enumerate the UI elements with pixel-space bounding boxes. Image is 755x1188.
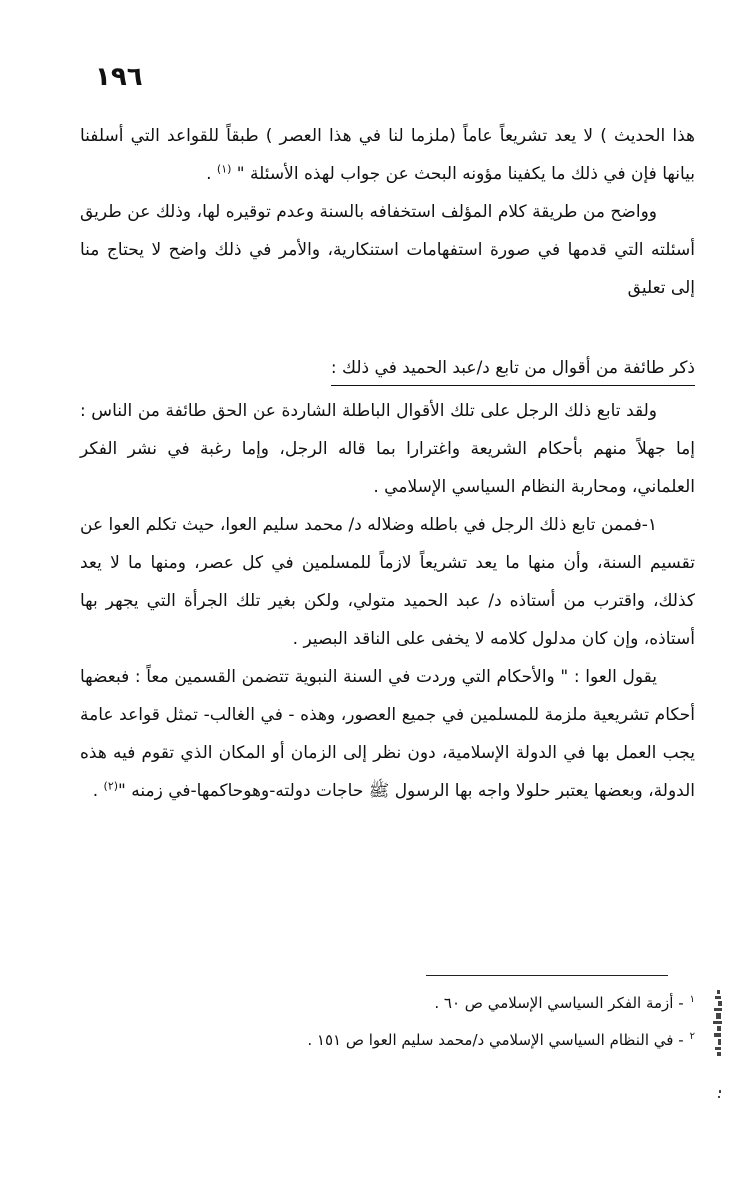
footnote-number: ٢ — [689, 1031, 695, 1042]
paragraph-awa-quote — [80, 658, 695, 810]
paragraph-end: . — [92, 781, 104, 801]
paragraph-text: يقول العوا : " والأحكام التي وردت في السنة النبوية تتضمن القسمين معاً : فبعضها أحكام تشريعية ملزمة للمسلمين في جميع العصور، وهذه - في الغالب- تمثل قواعد عامة يجب العمل بها في الدولة الإسلامية، دون نظر إلى الزمان أو المكان الذي تقوم فيه هذه الدولة، وبعضها يعتبر حلولا واجه بها الرسول ﷺ حاجات دولته-وهوحاكمها-في زمنه " — [80, 667, 695, 801]
paragraph-end: . — [206, 164, 217, 184]
paragraph-awa: ١-فممن تابع ذلك الرجل في باطله وضلاله د/ محمد سليم العوا، حيث تكلم العوا عن تقسيم السنة، وأن منها ما يعد تشريعاً لازماً للمسلمين في كل عصر، ومنها ما لا يعد كذلك، واقترب من أستاذه د/ عبد الحميد متولي، ولكن بغير تلك الجرأة التي يجهر بها أستاذه، وإن كان مدلول كلامه لا يخفى على الناقد البصير . — [80, 515, 695, 649]
footnote-number: ١ — [689, 994, 695, 1005]
scan-edge-mark-icon — [708, 990, 728, 1100]
page-number: ١٩٦ — [95, 62, 143, 92]
paragraph-commentary: وواضح من طريقة كلام المؤلف استخفافه بالسنة وعدم توقيره لها، وذلك عن طريق أسئلته التي قدمها في صورة استفهامات استنكارية، والأمر في ذلك واضح لا يحتاج منا إلى تعليق — [80, 202, 695, 298]
footnote-divider — [426, 975, 668, 976]
footnotes — [135, 983, 695, 1057]
footnote-text: - في النظام السياسي الإسلامي د/محمد سليم العوا ص ١٥١ . — [307, 1031, 684, 1049]
paragraph-followers: ولقد تابع ذلك الرجل على تلك الأقوال الباطلة الشاردة عن الحق طائفة من الناس : إما جهلاً منهم بأحكام الشريعة واغترارا بما قاله الرجل، وإما رغبة في نشر الفكر العلماني، ومحاربة النظام السياسي الإسلامي . — [80, 401, 695, 497]
section-heading: ذكر طائفة من أقوال من تابع د/عبد الحميد في ذلك : — [331, 353, 695, 386]
body-block-1 — [80, 117, 695, 307]
footnote-ref-2: (٢) — [103, 779, 119, 793]
paragraph-quote-end — [80, 117, 695, 193]
footnote-item — [135, 1020, 695, 1057]
body-block-2 — [80, 392, 695, 810]
footnote-ref-1: (١) — [216, 162, 232, 176]
footnote-item — [135, 983, 695, 1020]
paragraph-text: هذا الحديث ) لا يعد تشريعاً عاماً (ملزما لنا في هذا العصر ) طبقاً للقواعد التي أسلفنا بيانها فإن في ذلك ما يكفينا مؤونه البحث عن جواب لهذه الأسئلة " — [80, 126, 695, 184]
footnote-text: - أزمة الفكر السياسي الإسلامي ص ٦٠ . — [434, 994, 684, 1012]
